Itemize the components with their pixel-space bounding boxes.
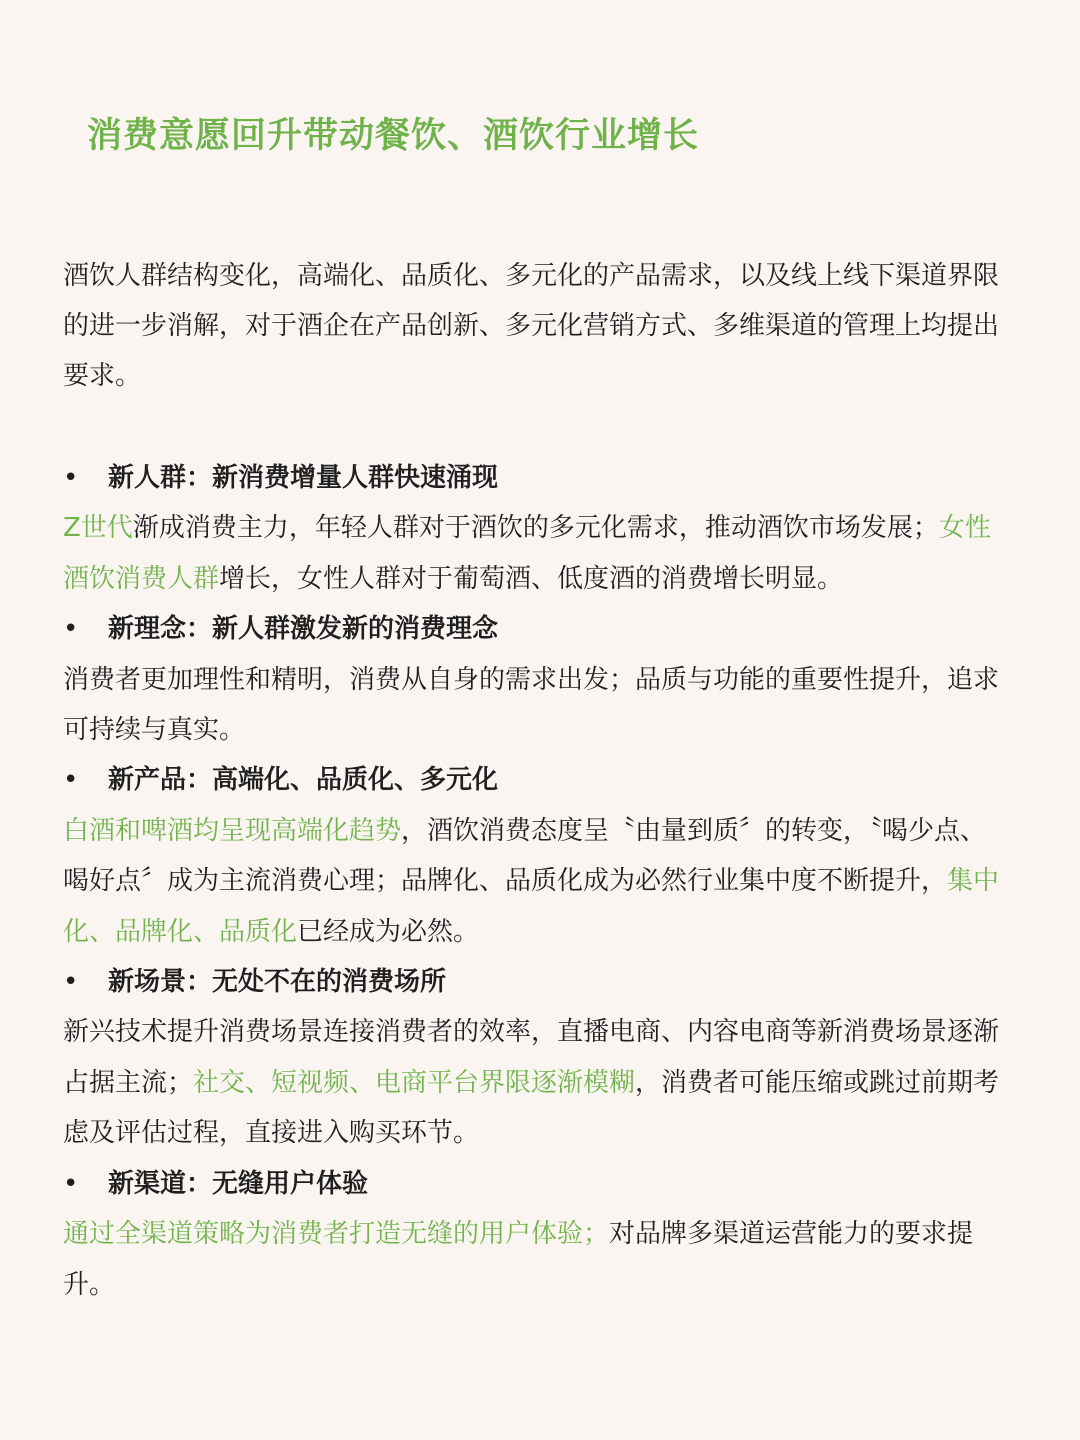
section-body-new-product bbox=[63, 806, 1003, 957]
bullet-icon: • bbox=[63, 967, 79, 998]
highlight-text: 女性酒饮消费人群 bbox=[63, 513, 991, 594]
highlight-text: Z世代 bbox=[63, 513, 133, 544]
section-heading-new-concept bbox=[63, 604, 1003, 654]
section-body-new-scene bbox=[63, 1007, 1003, 1158]
section-heading-new-product bbox=[63, 755, 1003, 805]
highlight-text: 社交、短视频、电商平台界限逐渐模糊 bbox=[193, 1067, 636, 1098]
section-heading-new-channel bbox=[63, 1159, 1003, 1209]
highlight-text: 集中化、品牌化、品质化 bbox=[63, 866, 1000, 947]
heading-text: 新场景：无处不在的消费场所 bbox=[108, 967, 447, 998]
body-text: 已经成为必然。 bbox=[297, 916, 480, 947]
body-text: 消费者更加理性和精明，消费从自身的需求出发；品质与功能的重要性提升，追求可持续与真实。 bbox=[63, 664, 1000, 746]
page-title: 消费意愿回升带动餐饮、酒饮行业增长 bbox=[87, 116, 700, 156]
heading-text: 新渠道：无缝用户体验 bbox=[108, 1168, 369, 1199]
heading-text: 新产品：高端化、品质化、多元化 bbox=[108, 765, 499, 796]
highlight-text: 通过全渠道策略为消费者打造无缝的用户体验； bbox=[63, 1219, 610, 1250]
body-text: 增长，女性人群对于葡萄酒、低度酒的消费增长明显。 bbox=[219, 563, 844, 594]
bullet-icon: • bbox=[63, 1168, 79, 1199]
section-body-new-channel bbox=[63, 1209, 1003, 1310]
highlight-text: 白酒和啤酒均呈现高端化趋势 bbox=[63, 815, 402, 846]
bullet-icon: • bbox=[63, 614, 79, 645]
body-text: 新兴技术提升消费场景连接消费者的效率，直播电商、内容电商等新消费场景逐渐占据主流； bbox=[63, 1017, 1000, 1098]
heading-text: 新理念：新人群激发新的消费理念 bbox=[108, 614, 499, 645]
intro-paragraph: 酒饮人群结构变化，高端化、品质化、多元化的产品需求，以及线上线下渠道界限的进一步消解，对于酒企在产品创新、多元化营销方式、多维渠道的管理上均提出要求。 bbox=[63, 261, 1000, 391]
section-body-new-concept bbox=[63, 655, 1003, 756]
section-heading-new-scene bbox=[63, 957, 1003, 1007]
body-text: ，消费者可能压缩或跳过前期考虑及评估过程，直接进入购买环节。 bbox=[63, 1067, 1000, 1149]
heading-text: 新人群：新消费增量人群快速涌现 bbox=[108, 463, 499, 493]
body-text: 渐成消费主力，年轻人群对于酒饮的多元化需求，推动酒饮市场发展； bbox=[132, 513, 939, 544]
bullet-icon: • bbox=[63, 765, 79, 796]
section-heading-new-crowd bbox=[63, 453, 1003, 503]
body-text: ，酒饮消费态度呈〝由量到质〞的转变，〝喝少点、喝好点〞成为主流消费心理；品牌化、品质化成为必然行业集中度不断提升， bbox=[63, 815, 987, 897]
body-text: 对品牌多渠道运营能力的要求提升。 bbox=[63, 1219, 974, 1300]
section-body-new-crowd bbox=[63, 503, 1003, 604]
bullet-icon: • bbox=[63, 463, 79, 493]
sections bbox=[63, 453, 1003, 1310]
